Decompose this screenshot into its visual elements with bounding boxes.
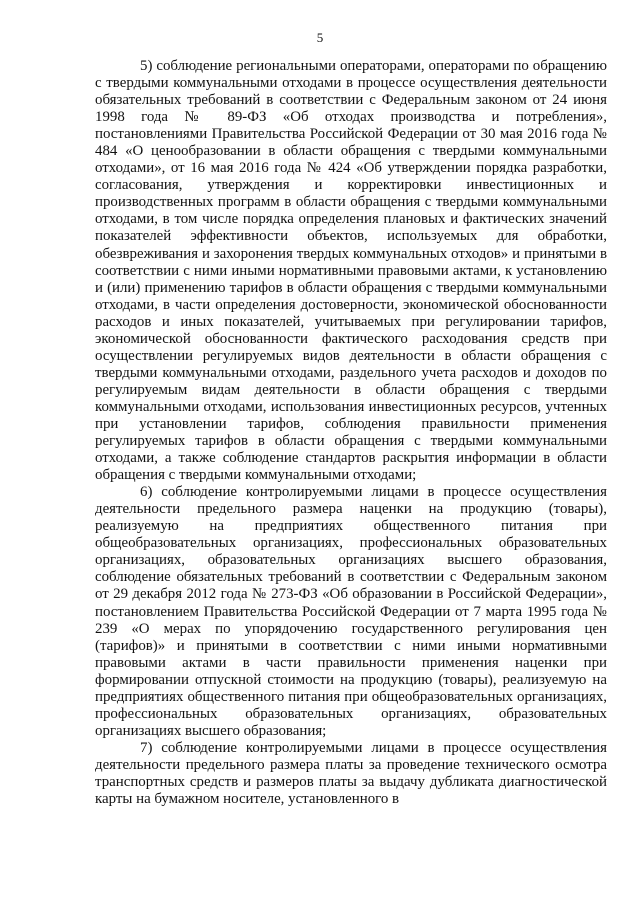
paragraph-item-7: 7) соблюдение контролируемыми лицами в процессе осуществления деятельности предельного размера платы за проведение технического осмотра транспортных средств и размеров платы за выдачу дубликата диагностической карты на бумажном носителе, установленного в <box>95 739 607 808</box>
paragraph-item-5: 5) соблюдение региональными операторами, операторами по обращению с твердыми коммунальными отходами в процессе осуществления деятельности обязательных требований в соответствии с Федеральным законом от 24 июня 1998 года № 89-ФЗ «Об отходах производства и потребления», постановлениями Правительства Российской Федерации от 30 мая 2016 года № 484 «О ценообразовании в области обращения с твердыми коммунальными отходами», от 16 мая 2016 года № 424 «Об утверждении порядка разработки, согласования, утверждения и корректировки инвестиционных и производственных программ в области обращения с твердыми коммунальными отходами, в том числе порядка определения плановых и фактических значений показателей эффективности объектов, используемых для обработки, обезвреживания и захоронения твердых коммунальных отходов» и принятыми в соответствии с ними иными нормативными правовыми актами, к установлению и (или) применению тарифов в области обращения с твердыми коммунальными отходами, в части определения достоверности, экономической обоснованности расходов и иных показателей, учитываемых при регулировании тарифов, экономической обоснованности фактического расходования средств при осуществлении регулируемых видов деятельности в области обращения с твердыми коммунальными отходами, раздельного учета расходов и доходов по регулируемым видам деятельности в области обращения с твердыми коммунальными отходами, использования инвестиционных ресурсов, учтенных при установлении тарифов, соблюдения правильности применения регулируемых тарифов в области обращения с твердыми коммунальными отходами, а также соблюдение стандартов раскрытия информации в области обращения с твердыми коммунальными отходами; <box>95 58 607 484</box>
document-body <box>95 58 607 808</box>
page-number: 5 <box>316 30 324 45</box>
paragraph-item-6: 6) соблюдение контролируемыми лицами в процессе осуществления деятельности предельного размера наценки на продукцию (товары), реализуемую на предприятиях общественного питания при общеобразовательных организациях, профессиональных образовательных организациях, образовательных организациях высшего образования, соблюдение обязательных требований в соответствии с Федеральным законом от 29 декабря 2012 года № 273-ФЗ «Об образовании в Российской Федерации», постановлением Правительства Российской Федерации от 7 марта 1995 года № 239 «О мерах по упорядочению государственного регулирования цен (тарифов)» и принятыми в соответствии с ними иными нормативными правовыми актами в части правильности применения наценки при формировании отпускной стоимости на продукцию (товары), реализуемую на предприятиях общественного питания при общеобразовательных организациях, профессиональных образовательных организациях, образовательных организациях высшего образования; <box>95 484 607 739</box>
